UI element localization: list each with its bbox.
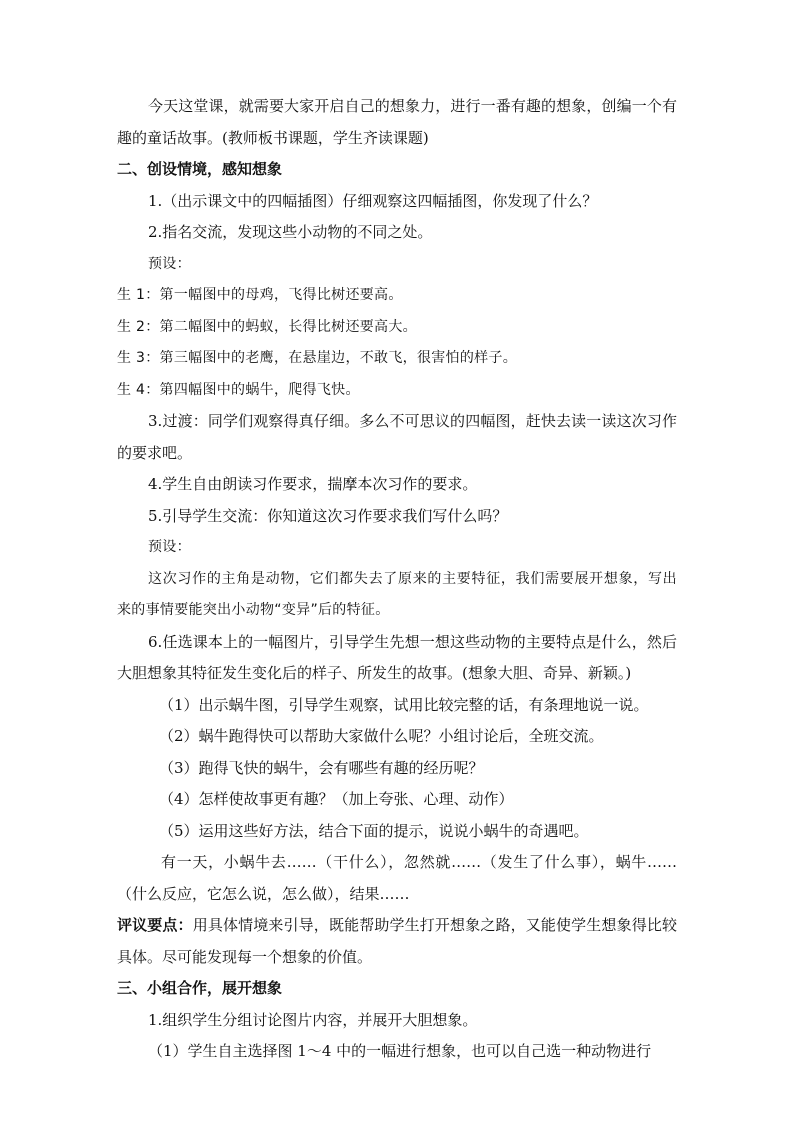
group-step-1: 1.组织学生分组讨论图片内容，并展开大胆想象。 (148, 1010, 478, 1029)
step-5: 5.引导学生交流：你知道这次习作要求我们写什么吗？ (148, 506, 508, 525)
evaluation-text: 用具体情境来引导，既能帮助学生打开想象之路，又能使学生想象得比较具体。尽可能发现每一个想象的价值。 (117, 916, 677, 966)
preset-label-2: 预设： (148, 539, 191, 555)
student-answer-1: 生 1：第一幅图中的母鸡，飞得比树还要高。 (117, 287, 403, 303)
preset-text-2: 这次习作的主角是动物，它们都失去了原来的主要特征，我们需要展开想象，写出来的事情要能突出小动物“变异”后的特征。 (117, 570, 677, 618)
step-2: 2.指名交流，发现这些小动物的不同之处。 (148, 223, 433, 241)
student-answer-3: 生 3：第三幅图中的老鹰，在悬崖边，不敢飞，很害怕的样子。 (117, 350, 518, 366)
group-step-1a: （1）学生自主选择图 1～4 中的一幅进行想象，也可以自己选一种动物进行 (148, 1042, 652, 1060)
section-heading-3: 三、小组合作，展开想象 (117, 979, 283, 997)
step-4: 4.学生自由朗读习作要求，揣摩本次习作的要求。 (148, 475, 478, 493)
step-6: 6.任选课本上的一幅图片，引导学生先想一想这些动物的主要特点是什么，然后大胆想象其特征发生变化后的样子、所发生的故事。(想象大胆、奇异、新颖。) (117, 632, 677, 682)
step-1: 1.（出示课文中的四幅插图）仔细观察这四幅插图，你发现了什么？ (148, 191, 598, 210)
student-answer-2: 生 2：第二幅图中的蚂蚁，长得比树还要高大。 (117, 318, 417, 335)
intro-paragraph: 今天这堂课，就需要大家开启自己的想象力，进行一番有趣的想象，创编一个有趣的童话故事。(教师板书课题，学生齐读课题) (117, 97, 677, 147)
sub-question-1: （1）出示蜗牛图，引导学生观察，试用比较完整的话，有条理地说一说。 (159, 695, 649, 714)
evaluation-label: 评议要点： (117, 916, 193, 934)
sub-question-2: （2）蜗牛跑得快可以帮助大家做什么呢？小组讨论后，全班交流。 (159, 727, 604, 745)
sub-question-3: （3）跑得飞快的蜗牛，会有哪些有趣的经历呢？ (159, 758, 484, 777)
section-heading-2: 二、创设情境，感知想象 (117, 160, 283, 178)
document-body (117, 91, 677, 1068)
evaluation-points (117, 910, 677, 973)
sub-question-4: （4）怎样使故事更有趣？（加上夸张、心理、动作） (159, 790, 514, 808)
student-answer-4: 生 4：第四幅图中的蜗牛，爬得飞快。 (117, 381, 360, 398)
story-prompt: 有一天，小蜗牛去……（干什么），忽然就……（发生了什么事），蜗牛……（什么反应，它怎么说，怎么做），结果…… (117, 853, 677, 903)
sub-question-5: （5）运用这些好方法，结合下面的提示，说说小蜗牛的奇遇吧。 (159, 821, 589, 840)
step-3: 3.过渡：同学们观察得真仔细。多么不可思议的四幅图，赶快去读一读这次习作的要求吧。 (117, 412, 677, 462)
preset-label-1: 预设： (148, 255, 191, 272)
